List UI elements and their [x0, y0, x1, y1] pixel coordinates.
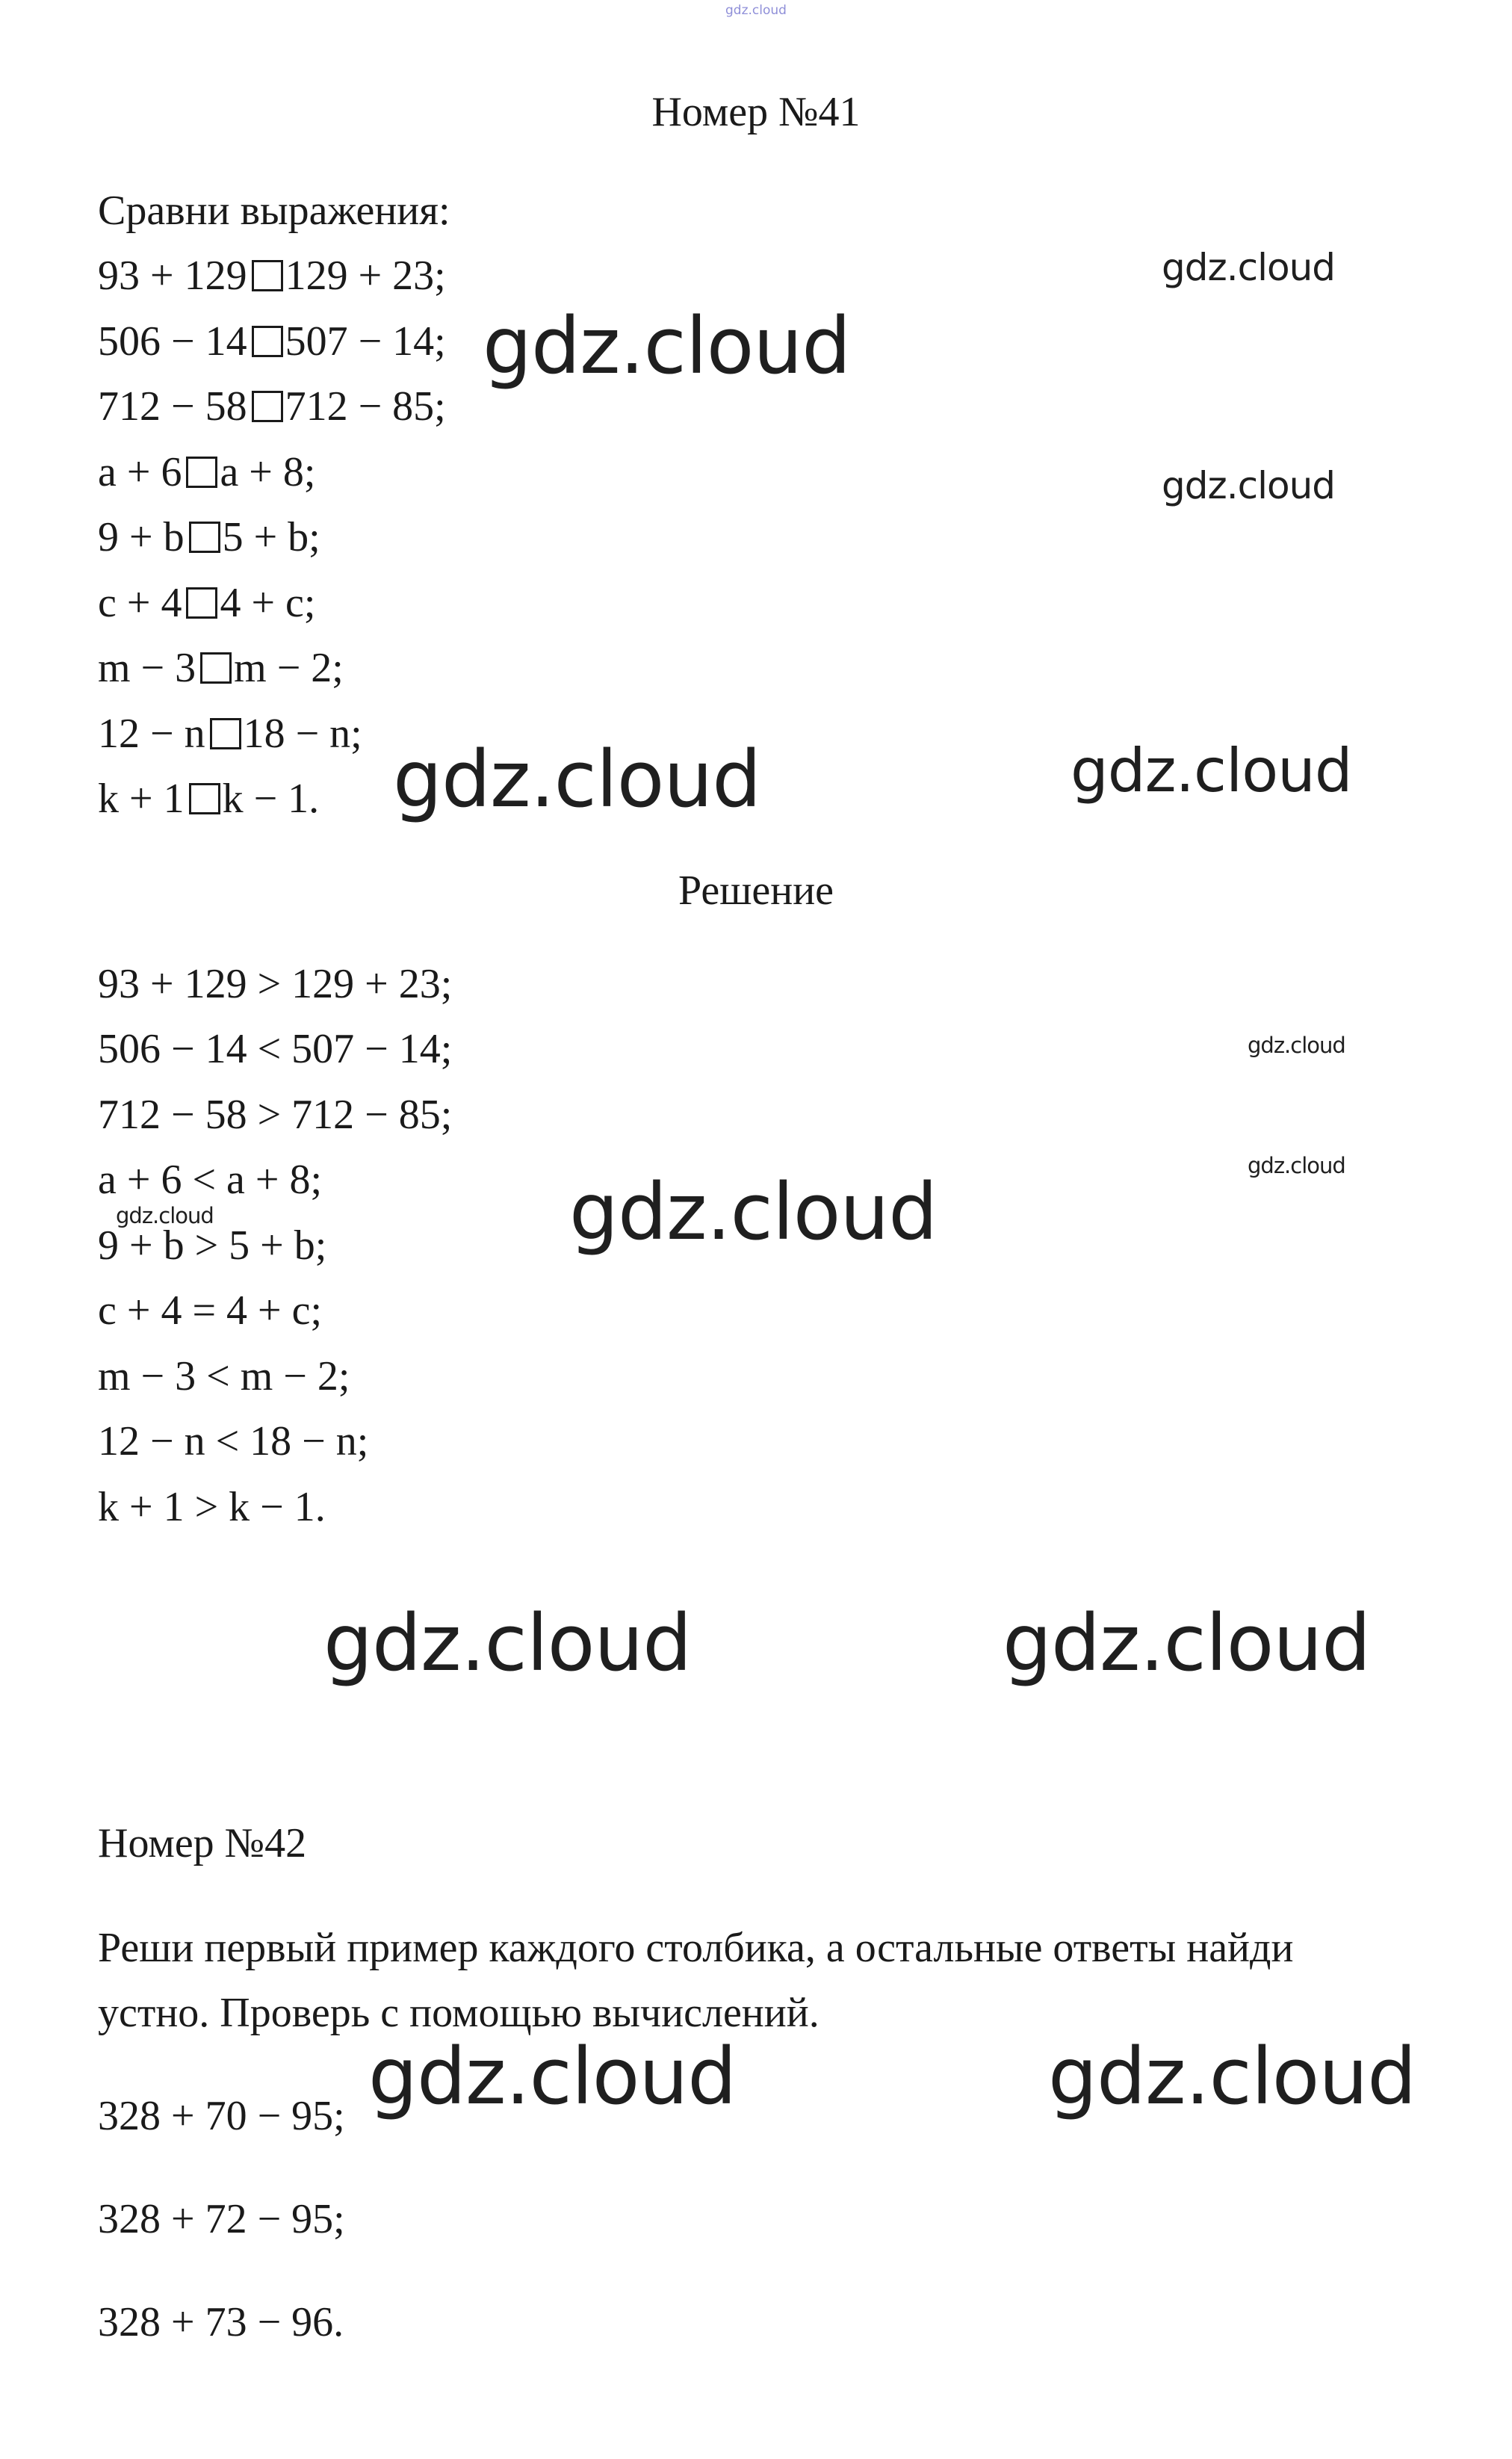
solution-line: c + 4 = 4 + c; — [98, 1287, 323, 1334]
solution-line: 712 − 58 > 712 − 85; — [98, 1092, 453, 1138]
item-right: 5 + b; — [222, 514, 320, 560]
item-left: 506 − 14 — [98, 318, 247, 365]
item-right: m − 2; — [234, 645, 344, 691]
item-left: m − 3 — [98, 645, 196, 691]
watermark: gdz.cloud — [483, 300, 851, 392]
watermark: gdz.cloud — [1071, 736, 1352, 805]
task42-item: 328 + 70 − 95; — [98, 2093, 345, 2139]
watermark: gdz.cloud — [1162, 246, 1336, 289]
item-right: 507 − 14; — [285, 318, 446, 365]
task41-item — [98, 383, 446, 430]
watermark: gdz.cloud — [368, 2031, 737, 2122]
item-left: c + 4 — [98, 580, 182, 626]
solution-line: 506 − 14 < 507 − 14; — [98, 1026, 453, 1072]
watermark: gdz.cloud — [1162, 464, 1336, 507]
compare-box — [252, 391, 283, 422]
item-right: 4 + c; — [220, 580, 316, 626]
item-right: k − 1. — [222, 776, 320, 822]
watermark: gdz.cloud — [1048, 2031, 1416, 2122]
task41-item — [98, 448, 315, 496]
item-right: 712 − 85; — [285, 383, 446, 430]
task41-item — [98, 318, 446, 365]
compare-box — [189, 522, 220, 553]
compare-box — [186, 587, 217, 619]
compare-box — [200, 652, 232, 684]
watermark: gdz.cloud — [1248, 1033, 1345, 1058]
task41-item — [98, 579, 315, 627]
task41-title: Номер №41 — [651, 89, 861, 135]
top-watermark: gdz.cloud — [725, 3, 787, 18]
item-left: 9 + b — [98, 514, 185, 560]
task42-prompt-line2: устно. Проверь с помощью вычислений. — [98, 1990, 819, 2036]
solution-line: k + 1 > k − 1. — [98, 1484, 326, 1530]
task41-item — [98, 775, 319, 823]
item-left: 93 + 129 — [98, 253, 247, 299]
task42-title: Номер №42 — [98, 1820, 307, 1866]
watermark: gdz.cloud — [393, 734, 761, 825]
solution-title: Решение — [678, 867, 834, 914]
item-left: a + 6 — [98, 449, 182, 495]
task42-item: 328 + 72 − 95; — [98, 2196, 345, 2242]
item-right: 129 + 23; — [285, 253, 446, 299]
watermark: gdz.cloud — [116, 1203, 214, 1228]
item-right: a + 8; — [220, 449, 316, 495]
task41-prompt: Сравни выражения: — [98, 188, 450, 234]
item-left: 12 − n — [98, 711, 205, 757]
watermark: gdz.cloud — [569, 1166, 938, 1258]
watermark: gdz.cloud — [1248, 1153, 1345, 1178]
solution-line: m − 3 < m − 2; — [98, 1353, 350, 1399]
compare-box — [252, 260, 283, 291]
solution-line: a + 6 < a + 8; — [98, 1157, 323, 1203]
item-right: 18 − n; — [243, 711, 362, 757]
task42-prompt-line1: Реши первый пример каждого столбика, а остальные ответы найди — [98, 1925, 1294, 1971]
task41-item — [98, 252, 446, 300]
compare-box — [186, 457, 217, 488]
compare-box — [189, 783, 220, 814]
watermark: gdz.cloud — [323, 1597, 692, 1689]
solution-line: 12 − n < 18 − n; — [98, 1418, 369, 1464]
task42-item: 328 + 73 − 96. — [98, 2299, 344, 2345]
task41-item — [98, 513, 320, 561]
compare-box — [210, 718, 241, 749]
compare-box — [252, 326, 283, 357]
watermark: gdz.cloud — [1003, 1597, 1371, 1689]
item-left: k + 1 — [98, 776, 185, 822]
solution-line: 9 + b > 5 + b; — [98, 1222, 327, 1269]
item-left: 712 − 58 — [98, 383, 247, 430]
solution-line: 93 + 129 > 129 + 23; — [98, 961, 453, 1007]
task41-item — [98, 710, 362, 758]
task41-item — [98, 644, 344, 692]
